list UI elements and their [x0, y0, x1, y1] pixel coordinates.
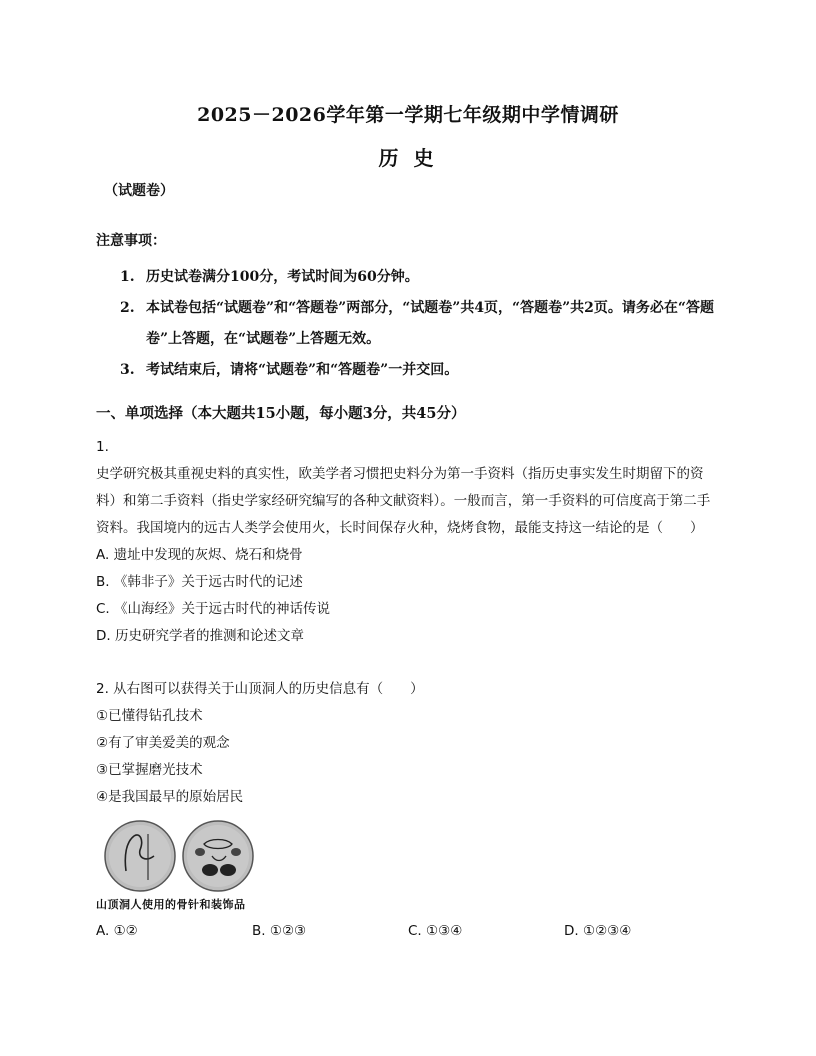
option-a: A. 遗址中发现的灰烬、烧石和烧骨 — [96, 547, 303, 563]
figure-caption: 山顶洞人使用的骨针和装饰品 — [96, 898, 246, 911]
note-number: 2. — [120, 300, 135, 316]
option-c: C. 《山海经》关于远古时代的神话传说 — [96, 601, 331, 617]
question-1 — [96, 434, 722, 650]
note-text: 考试结束后，请将“试题卷”和“答题卷”一并交回。 — [146, 362, 459, 378]
note-text: 本试卷包括“试题卷”和“答题卷”两部分，“试题卷”共4页，“答题卷”共2页。请务必在“答题卷”上答题，在“试题卷”上答题无效。 — [146, 300, 714, 347]
note-number: 3. — [120, 362, 135, 378]
section-heading: 一、单项选择（本大题共15小题，每小题3分，共45分） — [96, 405, 466, 422]
choice-d: D. ①②③④ — [564, 923, 632, 939]
question-stem: 2. 从右图可以获得关于山顶洞人的历史信息有（ ） — [96, 681, 424, 697]
statement-4: ④是我国最早的原始居民 — [96, 789, 244, 805]
question-stem: 史学研究极其重视史料的真实性，欧美学者习惯把史料分为第一手资料（指历史事实发生时期留下的资料）和第二手资料（指史学家经研究编写的各种文献资料）。一般而言，第一手资料的可信度高于第二手资料。我国境内的远古人类学会使用火，长时间保存火种，烧烤食物，最能支持这一结论的是（ ） — [96, 466, 711, 536]
choice-b: B. ①②③ — [252, 923, 307, 939]
note-text: 历史试卷满分100分，考试时间为60分钟。 — [146, 269, 419, 285]
note-number: 1. — [120, 269, 135, 285]
notes-heading: 注意事项： — [96, 233, 166, 249]
bone-needle-and-ornaments-image — [96, 816, 272, 896]
note-item — [120, 355, 740, 386]
statement-3: ③已掌握磨光技术 — [96, 762, 203, 778]
note-item — [120, 293, 740, 355]
choice-a: A. ①② — [96, 923, 138, 939]
statement-1: ①已懂得钻孔技术 — [96, 708, 203, 724]
option-d: D. 历史研究学者的推测和论述文章 — [96, 628, 304, 644]
notes-list — [120, 262, 740, 386]
question-2 — [96, 676, 722, 811]
question-number: 1. — [96, 439, 109, 455]
exam-subject: 历 史 — [378, 146, 438, 170]
paper-type-label: （试题卷） — [104, 183, 174, 199]
statement-2: ②有了审美爱美的观念 — [96, 735, 230, 751]
option-b: B. 《韩非子》关于远古时代的记述 — [96, 574, 303, 590]
note-item — [120, 262, 740, 293]
choice-c: C. ①③④ — [408, 923, 463, 939]
exam-title: 2025－2026学年第一学期七年级期中学情调研 — [197, 104, 619, 126]
